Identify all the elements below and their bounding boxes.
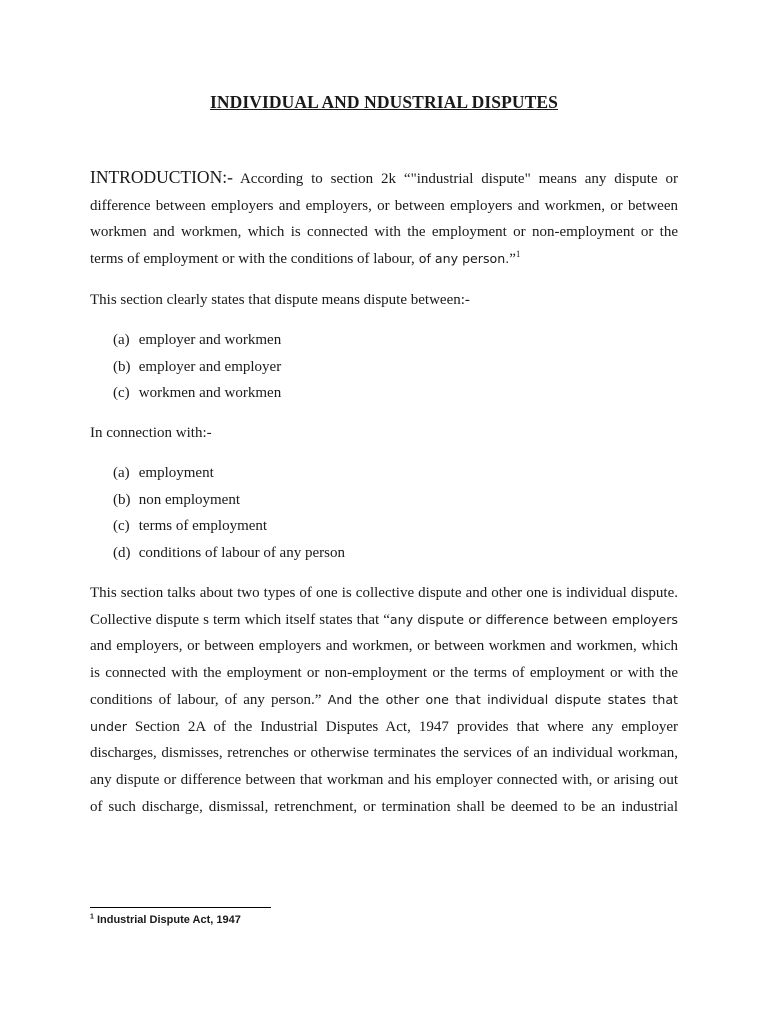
collective-text-1: This section talks about two types of one is collective dispute and other one is individual dispute. Collective dispute s term which itself states that “ <box>90 585 678 628</box>
list-item-label: (d) <box>113 544 131 561</box>
list-item-label: (b) <box>113 358 131 375</box>
list-item-text: employer and workmen <box>138 332 282 348</box>
list-item-text: employment <box>138 465 214 481</box>
introduction-paragraph <box>90 164 678 273</box>
list-item <box>113 354 281 381</box>
list-item-text: employer and employer <box>138 358 282 375</box>
collective-quote-2: And the other one that individual dispute states that under <box>90 691 678 734</box>
footnote-text: Industrial Dispute Act, 1947 <box>93 914 241 926</box>
list-item-label: (b) <box>113 491 131 508</box>
footnote-divider <box>90 907 271 908</box>
introduction-tail: of any person. <box>414 251 510 267</box>
collective-text-2: and employers, or between employers and workmen, or between workmen and workmen, which is connected with the employment or non-employment or the terms of employment or with the conditions of labour, of any person.” <box>90 638 678 708</box>
list-item-label: (a) <box>113 465 130 481</box>
list-item-text: conditions of labour of any person <box>138 544 345 561</box>
list-item <box>113 460 345 487</box>
list-item-label: (a) <box>113 332 130 348</box>
collective-quote-1: any dispute or difference between employers <box>389 611 678 627</box>
list-item-label: (c) <box>113 518 130 535</box>
collective-text-3: Section 2A of the Industrial Disputes Act, 1947 provides that where any employer discharges, dismisses, retrenches or otherwise terminates the services of an individual workman, any dispute or difference between that workman and his employer connected with, or arising out of such discharge, dismissal, retrenchment, or termination shall be deemed to be an industrial <box>90 718 678 815</box>
list-item <box>113 513 345 540</box>
list-item <box>113 540 345 567</box>
section-states-paragraph: This section clearly states that dispute means dispute between:- <box>90 292 470 308</box>
between-list <box>113 327 281 407</box>
list-item <box>113 380 281 407</box>
list-item-text: terms of employment <box>138 518 268 535</box>
list-item-label: (c) <box>113 385 130 402</box>
list-item-text: workmen and workmen <box>138 385 282 402</box>
footnote-number: 1 <box>90 913 94 921</box>
introduction-text: According to section 2k “"industrial dispute" means any dispute or difference between employers and employers, or between employers and workmen, or between workmen and workmen, which is connected with the employment or non-employment or the terms of employment or with the conditions of labour, <box>90 171 678 268</box>
list-item <box>113 327 281 354</box>
list-item-text: non employment <box>138 491 240 508</box>
introduction-heading: INTRODUCTION:- <box>90 167 233 187</box>
list-item <box>113 487 345 514</box>
footnote-reference[interactable]: 1 <box>515 249 521 260</box>
introduction-close-quote: ” <box>509 251 516 268</box>
document-title: INDIVIDUAL AND NDUSTRIAL DISPUTES <box>209 92 559 112</box>
footnote <box>90 914 241 926</box>
collective-dispute-paragraph <box>90 580 678 820</box>
connection-list <box>113 460 345 566</box>
connection-paragraph: In connection with:- <box>90 425 212 441</box>
